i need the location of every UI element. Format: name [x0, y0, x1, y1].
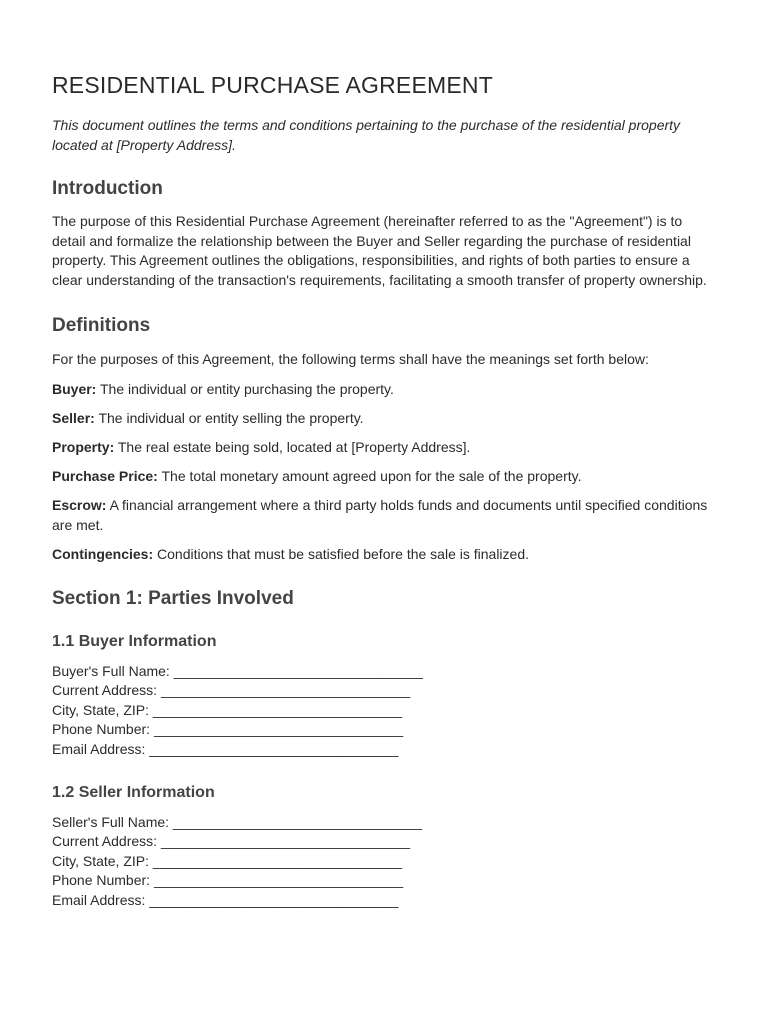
seller-info-heading: 1.2 Seller Information	[52, 783, 215, 801]
definition-text: The individual or entity purchasing the property.	[96, 380, 394, 397]
buyer-current-address-field[interactable]: Current Address: ________________________________	[52, 682, 411, 699]
definitions-section	[52, 314, 718, 564]
definition-item	[52, 545, 718, 565]
section-1-heading: Section 1: Parties Involved	[52, 587, 294, 609]
seller-email-field[interactable]: Email Address: ________________________________	[52, 892, 399, 909]
definition-text: The individual or entity selling the property.	[94, 409, 364, 426]
seller-phone-field[interactable]: Phone Number: ________________________________	[52, 872, 404, 889]
definition-text: Conditions that must be satisfied before the sale is finalized.	[153, 546, 529, 563]
buyer-phone-field[interactable]: Phone Number: ________________________________	[52, 721, 404, 738]
definition-item	[52, 438, 718, 458]
buyer-city-state-zip-field[interactable]: City, State, ZIP: ________________________________	[52, 701, 403, 718]
definition-term: Contingencies:	[52, 546, 154, 563]
definition-item	[52, 496, 712, 535]
buyer-email-field[interactable]: Email Address: ________________________________	[52, 741, 399, 758]
definitions-heading: Definitions	[52, 315, 151, 337]
introduction-body: The purpose of this Residential Purchase Agreement (hereinafter referred to as the "Agreement") is to detail and formalize the relationship between the Buyer and Seller regarding the purchase of residential property. This Agreement outlines the obligations, responsibilities, and rights of both parties to ensure a clear understanding of the transaction's requirements, facilitating a smooth transfer of property ownership.	[52, 213, 707, 288]
definition-item	[52, 467, 718, 487]
seller-full-name-field[interactable]: Seller's Full Name: ________________________________	[52, 813, 423, 830]
introduction-section	[52, 177, 718, 290]
introduction-heading: Introduction	[52, 178, 163, 199]
definition-term: Escrow:	[52, 497, 107, 514]
definition-text: The total monetary amount agreed upon for the sale of the property.	[157, 468, 582, 485]
seller-information	[52, 782, 718, 911]
definition-term: Seller:	[52, 409, 95, 426]
definitions-list	[52, 380, 718, 565]
definition-term: Property:	[52, 438, 115, 455]
buyer-info-heading: 1.1 Buyer Information	[52, 632, 217, 650]
buyer-full-name-field[interactable]: Buyer's Full Name: ________________________________	[52, 662, 423, 679]
definition-term: Buyer:	[52, 380, 97, 397]
document-subtitle: This document outlines the terms and conditions pertaining to the purchase of the residential property located at [Property Address].	[52, 117, 681, 153]
definition-item	[52, 409, 718, 429]
definition-text: The real estate being sold, located at [Property Address].	[114, 438, 471, 455]
document-title: RESIDENTIAL PURCHASE AGREEMENT	[52, 72, 493, 98]
definition-item	[52, 380, 718, 400]
definition-text: A financial arrangement where a third party holds funds and documents until specified conditions are met.	[52, 497, 708, 533]
seller-current-address-field[interactable]: Current Address: ________________________________	[52, 833, 411, 850]
buyer-information	[52, 631, 718, 760]
seller-city-state-zip-field[interactable]: City, State, ZIP: ________________________________	[52, 852, 403, 869]
definition-term: Purchase Price:	[52, 468, 158, 485]
section-1-parties	[52, 587, 718, 911]
definitions-intro: For the purposes of this Agreement, the following terms shall have the meanings set forth below:	[52, 351, 649, 368]
